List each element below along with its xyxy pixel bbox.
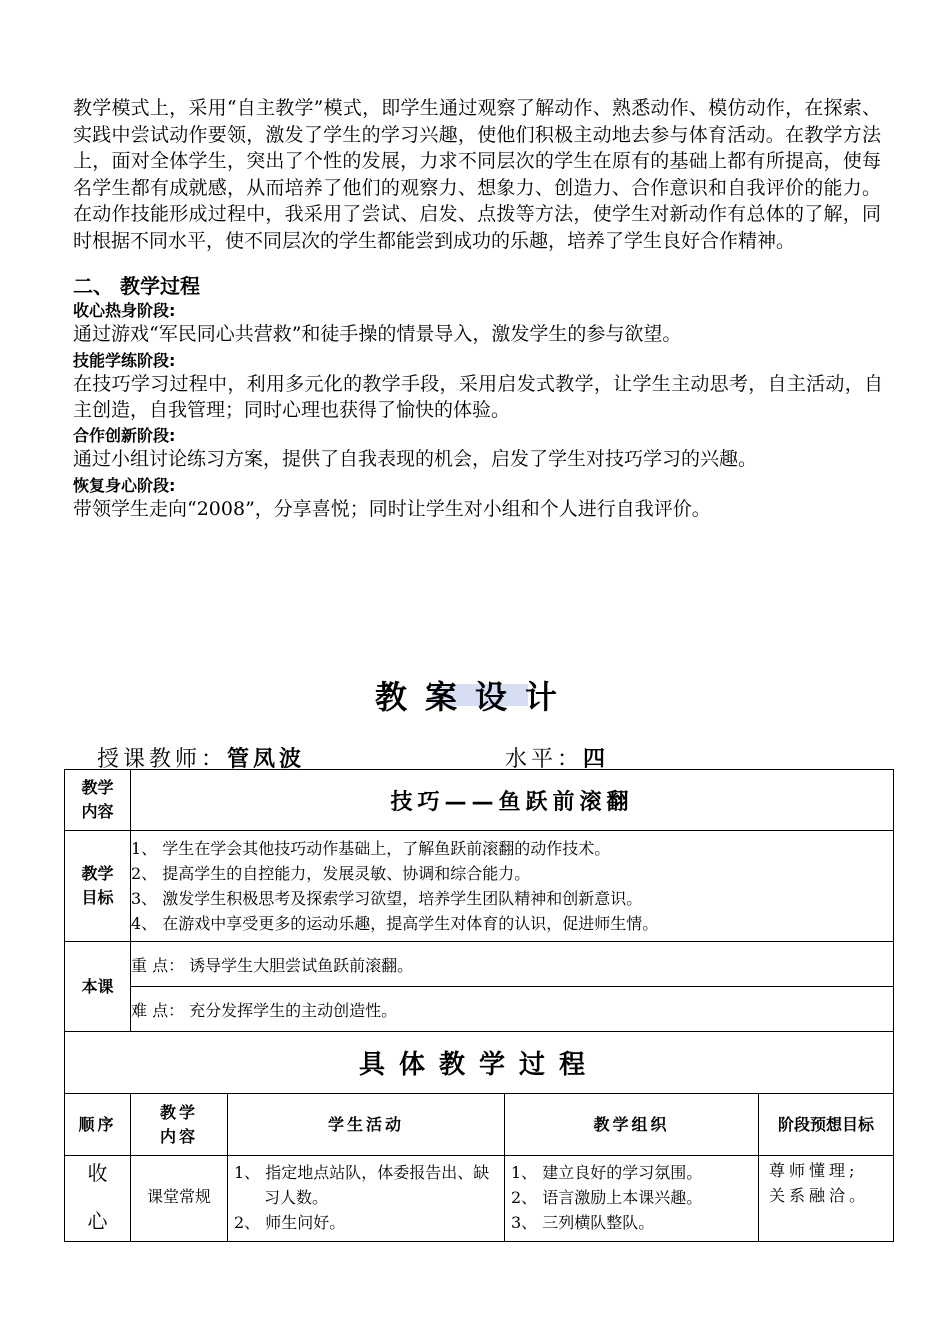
header-aim: 阶段预想目标 bbox=[759, 1094, 894, 1156]
row-process-title bbox=[65, 1032, 894, 1094]
table-row bbox=[65, 1156, 894, 1242]
goal-item: 2、 提高学生的自控能力，发展灵敏、协调和综合能力。 bbox=[131, 864, 531, 883]
stage-title-skill: 技能学练阶段: bbox=[73, 351, 176, 370]
teacher-label: 授课教师： bbox=[97, 747, 228, 772]
stage-text-cooperation: 通过小组讨论练习方案，提供了自我表现的机会，启发了学生对技巧学习的兴趣。 bbox=[73, 448, 758, 470]
header-seq: 顺序 bbox=[65, 1094, 131, 1156]
header-content: 教学内容 bbox=[131, 1094, 228, 1156]
goal-item: 3、 激发学生积极思考及探索学习欲望，培养学生团队精神和创新意识。 bbox=[131, 889, 643, 908]
row-goals bbox=[65, 831, 894, 942]
level-label: 水平： bbox=[505, 747, 584, 772]
lesson-label: 本课 bbox=[65, 942, 131, 1032]
content-label: 教学内容 bbox=[65, 770, 131, 831]
section-heading-teaching-process: 二、 教学过程 bbox=[73, 274, 200, 298]
stage-text-recovery: 带领学生走向“2008”，分享喜悦；同时让学生对小组和个人进行自我评价。 bbox=[73, 498, 711, 520]
key-point: 重 点： 诱导学生大胆尝试鱼跃前滚翻。 bbox=[131, 942, 894, 987]
stage-text-skill: 在技巧学习过程中，利用多元化的教学手段，采用启发式教学，让学生主动思考，自主活动，自主创造，自我管理；同时心理也获得了愉快的体验。 bbox=[73, 373, 883, 421]
stage-title-cooperation: 合作创新阶段: bbox=[73, 426, 176, 445]
teacher-name: 管凤波 bbox=[227, 747, 306, 772]
seq-cell: 收 心 bbox=[65, 1156, 131, 1242]
lesson-topic: 技巧——鱼跃前滚翻 bbox=[131, 770, 894, 831]
process-title: 具体教学过程 bbox=[65, 1032, 894, 1094]
row-key-point bbox=[65, 942, 894, 987]
goal-item: 4、 在游戏中享受更多的运动乐趣，提高学生对体育的认识，促进师生情。 bbox=[131, 914, 659, 933]
row-content bbox=[65, 770, 894, 831]
row-headers bbox=[65, 1094, 894, 1156]
aim-cell: 尊师懂理; 关系融洽。 bbox=[759, 1156, 894, 1242]
level-value: 四 bbox=[583, 747, 610, 772]
row-difficulty bbox=[65, 987, 894, 1032]
goal-list bbox=[131, 831, 894, 942]
organization-cell: 1、 建立良好的学习氛围。 2、 语言激励上本课兴趣。 3、 三列横队整队。 bbox=[505, 1156, 759, 1242]
difficulty: 难 点： 充分发挥学生的主动创造性。 bbox=[131, 987, 894, 1032]
stage-title-recovery: 恢复身心阶段: bbox=[73, 476, 176, 495]
header-org: 教学组织 bbox=[505, 1094, 759, 1156]
content-cell: 课堂常规 bbox=[131, 1156, 228, 1242]
goal-item: 1、 学生在学会其他技巧动作基础上，了解鱼跃前滚翻的动作技术。 bbox=[131, 839, 611, 858]
plan-title: 教案设计 bbox=[374, 678, 575, 716]
intro-paragraph: 教学模式上，采用“自主教学”模式，即学生通过观察了解动作、熟悉动作、模仿动作，在探索、实践中尝试动作要领，激发了学生的学习兴趣，使他们积极主动地去参与体育活动。在教学方法上，面对全体学生，突出了个性的发展，力求不同层次的学生在原有的基础上都有所提高，使每名学生都有成就感，从而培养了他们的观察力、想象力、创造力、合作意识和自我评价的能力。在动作技能形成过程中，我采用了尝试、启发、点拨等方法，使学生对新动作有总体的了解，同时根据不同水平，使不同层次的学生都能尝到成功的乐趣，培养了学生良好合作精神。 bbox=[73, 97, 881, 252]
stage-text-warmup: 通过游戏“军民同心共营救”和徒手操的情景导入，激发学生的参与欲望。 bbox=[73, 323, 682, 345]
header-student: 学生活动 bbox=[228, 1094, 505, 1156]
stage-title-warmup: 收心热身阶段: bbox=[73, 301, 176, 320]
lesson-plan-table bbox=[64, 769, 894, 1242]
goal-label: 教学目标 bbox=[65, 831, 131, 942]
student-activity-cell: 1、 指定地点站队，体委报告出、缺习人数。 2、 师生问好。 bbox=[228, 1156, 505, 1242]
